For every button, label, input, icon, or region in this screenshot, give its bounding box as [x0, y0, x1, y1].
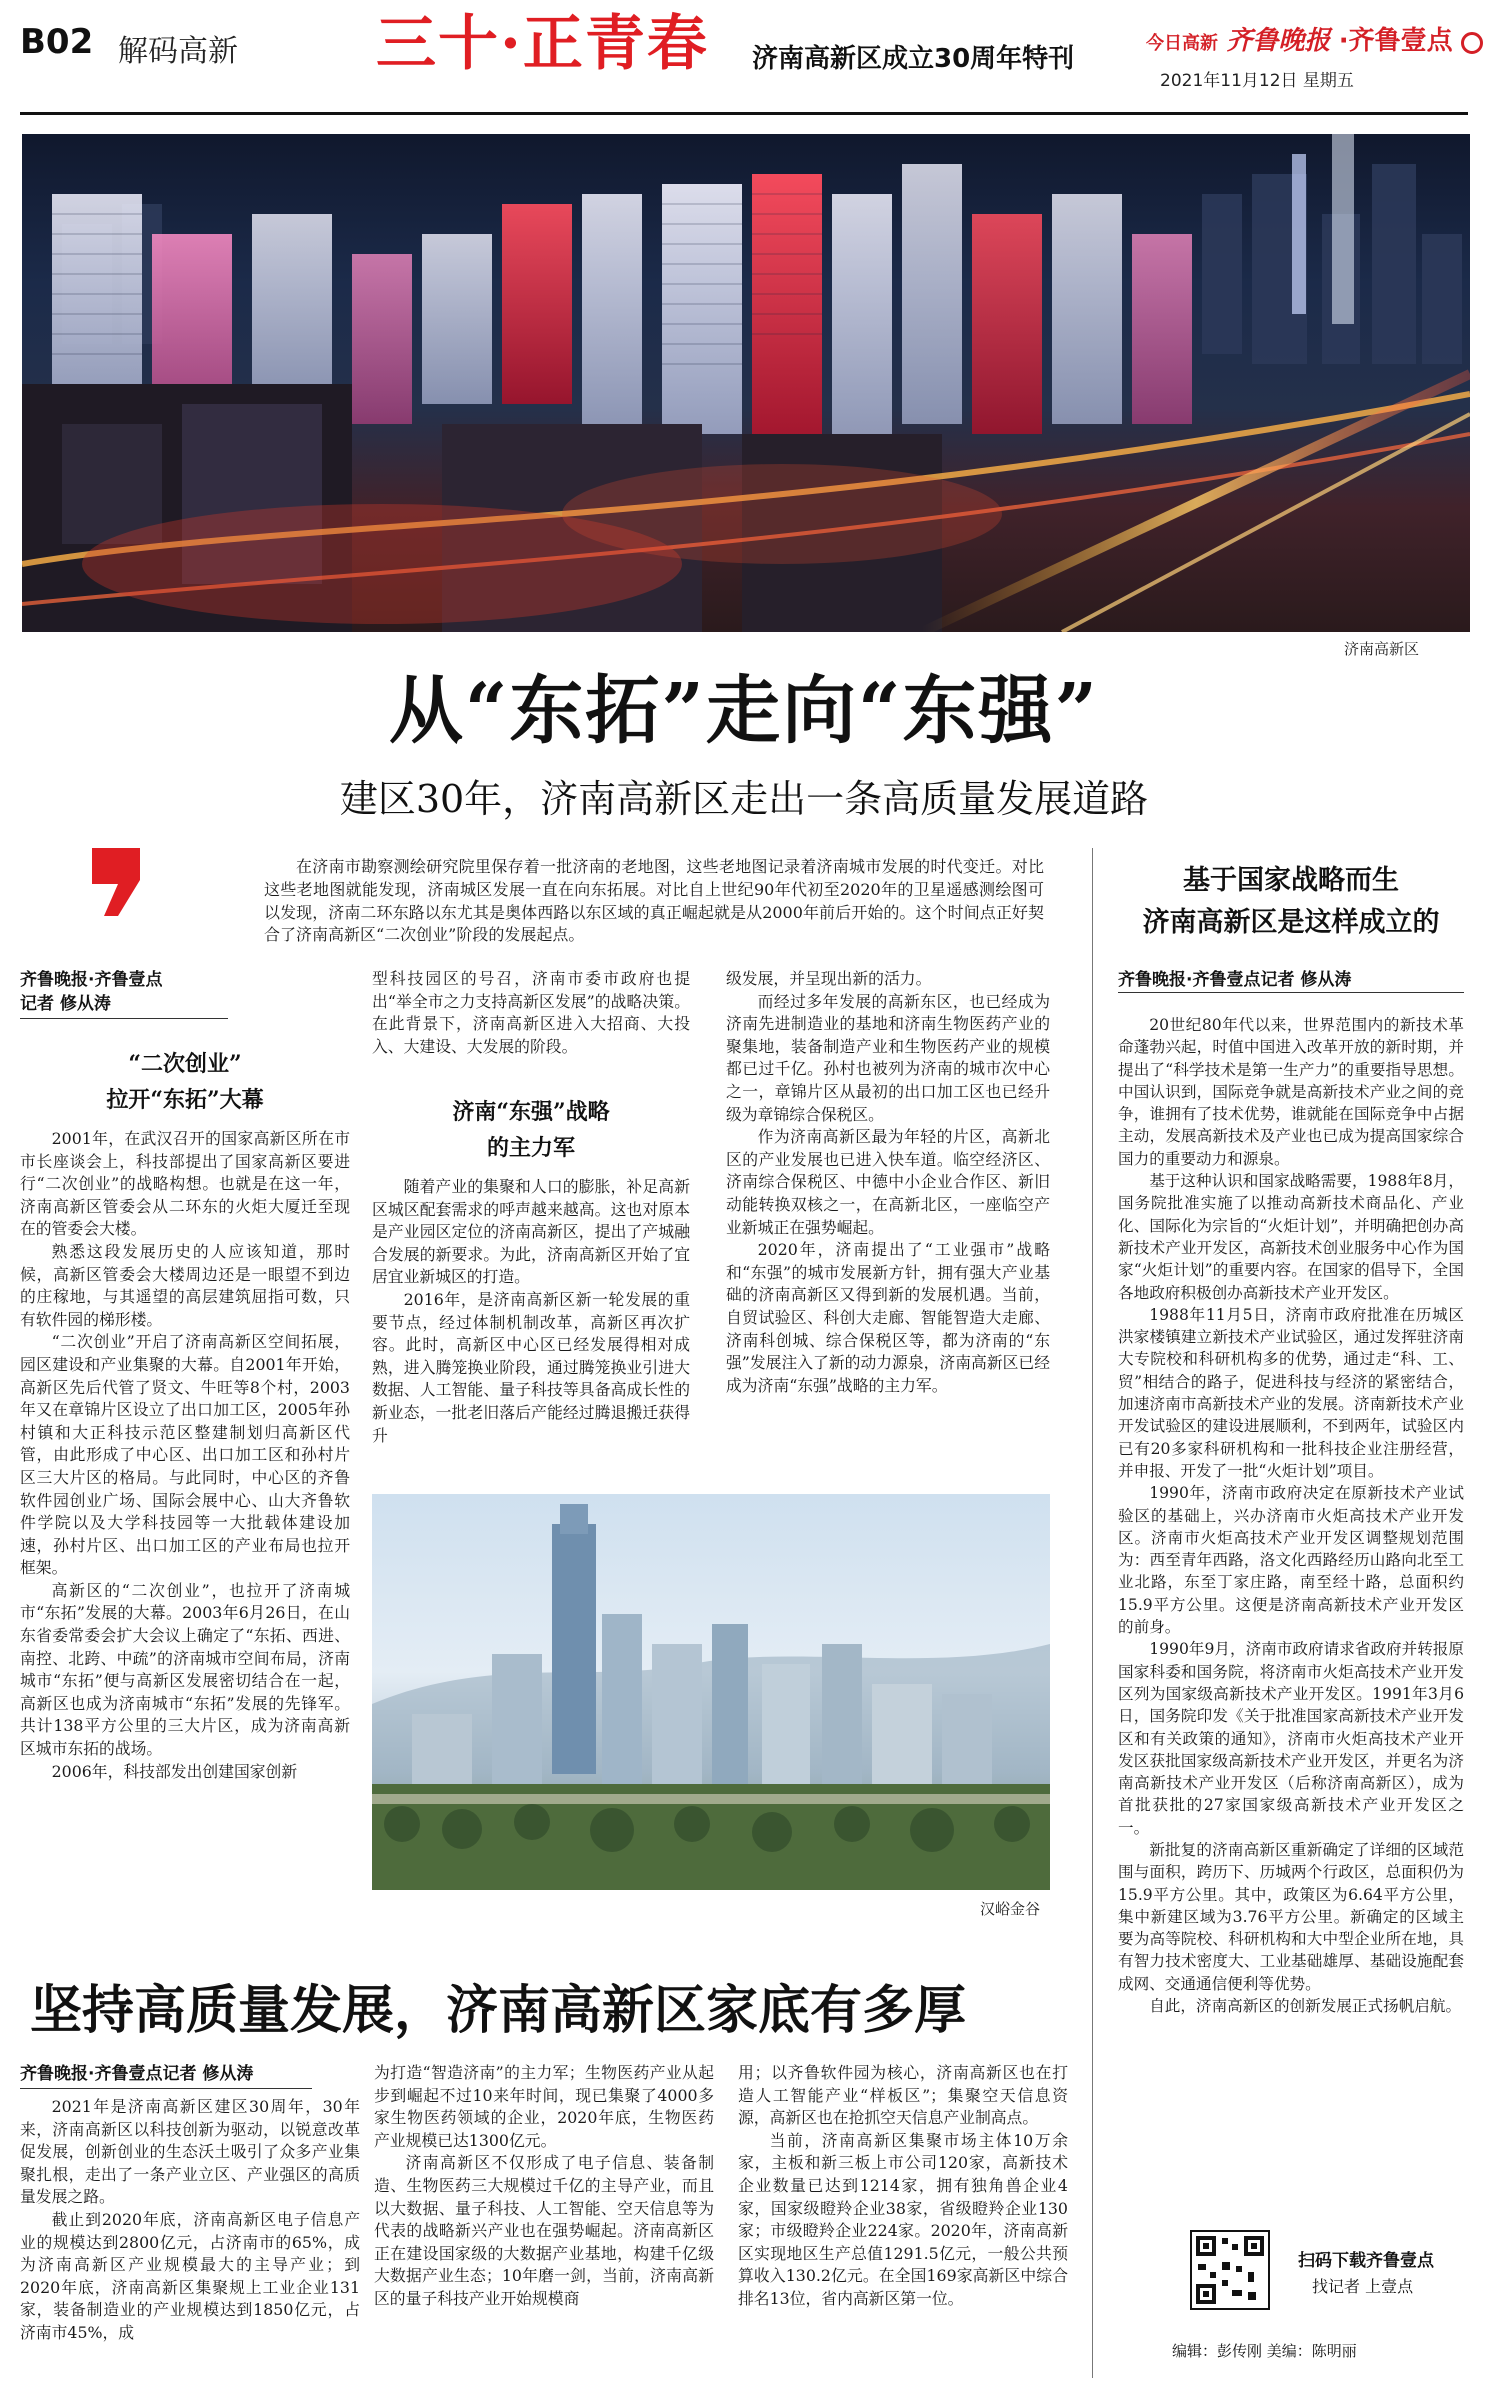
- paragraph: 20世纪80年代以来，世界范围内的新技术革命蓬勃兴起，时值中国进入改革开放的新时期，并提出了“科学技术是第一生产力”的重要指导思想。中国认识到，国际竞争就是高新技术产业之间的竞争，谁拥有了技术优势，谁就能在国际竞争中占据主动，发展高新技术及产业也已成为提高国家综合国力的重要动力和源泉。: [1118, 1016, 1464, 1168]
- photo-hanyu-jingu: [372, 1494, 1050, 1890]
- paragraph: 济南高新区不仅形成了电子信息、装备制造、生物医药三大规模过千亿的主导产业，而且以大数据、量子科技、人工智能、空天信息等为代表的战略新兴产业也在强势崛起。济南高新区正在建设国家级的大数据产业基地，构建千亿级大数据产业生态；10年磨一剑，当前，济南高新区的量子科技产业开始规模商: [374, 2153, 714, 2308]
- paragraph: 1988年11月5日，济南市政府批准在历城区洪家楼镇建立新技术产业试验区，通过发挥驻济南大专院校和科研机构多的优势，通过走“科、工、贸”相结合的路子，促进科技与经济的紧密结合，加速济南市高新技术产业的发展。济南新技术产业开发试验区的建设进展顺利，不到两年，试验区内已有20多家科研机构和一批科技企业注册经营，并申报、开发了一批“火炬计划”项目。: [1118, 1305, 1464, 1480]
- photo2-caption: 汉峪金谷: [980, 1900, 1041, 1918]
- paragraph: 2001年，在武汉召开的国家高新区所在市市长座谈会上，科技部提出了国家高新区要进行“二次创业”的战略构想。也就是在这一年，济南高新区管委会从二环东的火炬大厦迁至现在的管委会大楼。: [20, 1129, 350, 1239]
- bottom-column-1: [20, 2096, 360, 2386]
- hanyu-skyline-illustration: [372, 1494, 1050, 1890]
- paragraph: 截止到2020年底，济南高新区电子信息产业的规模达到2800亿元，占济南市的65%，成为济南高新区产业规模最大的主导产业；到2020年底，济南高新区集聚规上工业企业131家，装备制造业的产业规模达到1850亿元，占济南市45%，成: [20, 2209, 360, 2342]
- main-headline: 从“东拓”走向“东强”: [388, 668, 1100, 754]
- bottom-byline-rule: [20, 2088, 312, 2089]
- bottom-column-2: [374, 2062, 714, 2386]
- bottom-column-3: [738, 2062, 1068, 2386]
- brand-circle-icon: [1461, 32, 1483, 54]
- paragraph: 2021年是济南高新区建区30周年，30年来，济南高新区以科技创新为驱动，以锐意改革促发展，创新创业的生态沃土吸引了众多产业集聚扎根，走出了一条产业立区、产业强区的高质量发展之路。: [20, 2097, 360, 2207]
- header-divider: [20, 112, 1468, 115]
- paragraph: 高新区的“二次创业”，也拉开了济南城市“东拓”发展的大幕。2003年6月26日，在山东省委常委会扩大会议上确定了“东拓、西进、南控、北跨、中疏”的济南城市空间布局，济南城市“东拓”便与高新区发展密切结合在一起，高新区也成为济南城市“东拓”发展的先锋军。共计138平方公里的三大片区，成为济南高新区城市东拓的战场。: [20, 1580, 350, 1759]
- paragraph: 1990年，济南市政府决定在原新技术产业试验区的基础上，兴办济南市火炬高技术产业开发区。济南市火炬高技术产业开发区调整规划范围为：西至青年西路，洛文化西路经历山路向北至工业北路，东至丁家庄路，南至经十路，总面积约15.9平方公里。这便是济南高新技术产业开发区的前身。: [1118, 1484, 1464, 1637]
- paragraph: 随着产业的集聚和人口的膨胀，补足高新区城区配套需求的呼声越来越高。这也对原本是产业园区定位的济南高新区，提出了产城融合发展的新要求。为此，济南高新区开始了宜居宜业新城区的打造。: [372, 1177, 690, 1287]
- side-title-2: 济南高新区是这样成立的: [1142, 907, 1440, 938]
- hero-city-illustration: [22, 134, 1470, 632]
- paragraph: 用；以齐鲁软件园为核心，济南高新区也在打造人工智能产业“样板区”；集聚空天信息资源，高新区也在抢抓空天信息产业制高点。: [738, 2063, 1068, 2128]
- main-column-3: [726, 968, 1050, 1476]
- issue-date: 2021年11月12日 星期五: [1160, 71, 1354, 91]
- paragraph: 级发展，并呈现出新的活力。: [726, 969, 932, 988]
- side-byline-rule: [1118, 992, 1464, 993]
- paragraph: 当前，济南高新区集聚市场主体10万余家，主板和新三板上市公司120家，高新技术企业数量已达到1214家，拥有独角兽企业4家，国家级瞪羚企业38家，省级瞪羚企业130家；市级瞪羚企业224家。2020年，济南高新区实现地区生产总值1291.5亿元，一般公共预算收入130.2亿元。在全国169家高新区中综合排名13位，省内高新区第一位。: [738, 2130, 1068, 2308]
- editor-credit: 编辑：彭传刚 美编：陈明丽: [1172, 2342, 1357, 2360]
- section-heading-1a: “二次创业”: [128, 1051, 242, 1077]
- paragraph: 自此，济南高新区的创新发展正式扬帆启航。: [1149, 1997, 1462, 2016]
- paragraph: 型科技园区的号召，济南市委市政府也提出“举全市之力支持高新区发展”的战略决策。在此背景下，济南高新区进入大招商、大投入、大建设、大发展的阶段。: [372, 969, 690, 1056]
- main-byline-outlet: 齐鲁晚报·齐鲁壹点: [20, 970, 163, 990]
- side-column: [1118, 1014, 1464, 2186]
- brand-logo: [1146, 20, 1483, 57]
- byline-rule: [20, 1018, 228, 1019]
- section-heading-2a: 济南“东强”战略: [452, 1099, 610, 1125]
- column-divider: [1092, 848, 1093, 2378]
- paragraph: 基于这种认识和国家战略需要，1988年8月，国务院批准实施了以推动高新技术商品化、产业化、国际化为宗旨的“火炬计划”，并明确把创办高新技术产业开发区，高新技术创业服务中心作为国家“火炬计划”的重要内容。在国家的倡导下，全国各地政府积极创办高新技术产业开发区。: [1118, 1172, 1464, 1302]
- paragraph: 2006年，科技部发出创建国家创新: [51, 1761, 298, 1781]
- page-number: B02: [20, 22, 94, 62]
- hero-caption: 济南高新区: [1344, 640, 1420, 658]
- main-column-2-top: [372, 968, 690, 1084]
- paragraph: 新批复的济南高新区重新确定了详细的区域范围与面积，跨历下、历城两个行政区，总面积仍为15.9平方公里。其中，政策区为6.64平方公里，集中新建区域为3.76平方公里。新确定的区域主要为高等院校、科研机构和大中型企业所在地，具有智力技术密度大、工业基础雄厚、基础设施配套成网、交通通信便利等优势。: [1118, 1840, 1464, 1993]
- brand-right: ·齐鲁壹点: [1338, 26, 1453, 56]
- qr-subtitle: 找记者 上壹点: [1312, 2277, 1414, 2296]
- main-column-1: [20, 1128, 350, 1908]
- bottom-byline: 齐鲁晚报·齐鲁壹点记者 修从涛: [20, 2064, 254, 2084]
- section-heading-2b: 的主力军: [486, 1135, 575, 1161]
- paragraph: 为打造“智造济南”的主力军；生物医药产业从起步到崛起不过10来年时间，现已集聚了4000多家生物医药领域的企业，2020年底，生物医药产业规模已达1300亿元。: [374, 2063, 714, 2150]
- red-quote-mark-icon: [84, 844, 148, 920]
- paragraph: 而经过多年发展的高新东区，也已经成为济南先进制造业的基地和济南生物医药产业的聚集地，装备制造产业和生物医药产业的规模都已过千亿。孙村也被列为济南的城市次中心之一，章锦片区从最初的出口加工区也已经升级为章锦综合保税区。: [726, 991, 1050, 1124]
- paragraph: 作为济南高新区最为年轻的片区，高新北区的产业发展也已进入快车道。临空经济区、济南综合保税区、中德中小企业合作区、新旧动能转换双核之一，在高新北区，一座临空产业新城正在强势崛起。: [726, 1127, 1050, 1237]
- paragraph: 2020年，济南提出了“工业强市”战略和“东强”的城市发展新方针，拥有强大产业基础的济南高新区又得到新的发展机遇。当前，自贸试验区、科创大走廊、智能智造大走廊、济南科创城、综合保税区等，都为济南的“东强”发展注入了新的动力源泉，济南高新区已经成为济南“东强”战略的主力军。: [726, 1240, 1050, 1395]
- paragraph: 2016年，是济南高新区新一轮发展的重要节点，经过体制机制改革，高新区再次扩容。此时，高新区中心区已经发展得相对成熟，进入腾笼换业阶段，通过腾笼换业引进大数据、人工智能、量子科技等具备高成长性的新业态，一批老旧落后产能经过腾退搬迁获得升: [372, 1289, 690, 1445]
- special-issue-title: 济南高新区成立30周年特刊: [752, 44, 1075, 74]
- brand-mid: 齐鲁晚报: [1226, 26, 1331, 56]
- sub-headline: 建区30年，济南高新区走出一条高质量发展道路: [339, 777, 1149, 821]
- paragraph: “二次创业”开启了济南高新区空间拓展，园区建设和产业集聚的大幕。自2001年开始，高新区先后代管了贤文、牛旺等8个村，2003年又在章锦片区设立了出口加工区，2005年孙村镇和大正科技示范区整建制划归高新区代管，由此形成了中心区、出口加工区和孙村片区三大片区的格局。与此同时，中心区的齐鲁软件园创业广场、国际会展中心、山大齐鲁软件学院以及大学科技园等一大批载体建设加速，孙村片区、出口加工区的产业布局也拉开框架。: [20, 1332, 350, 1578]
- side-byline: 齐鲁晚报·齐鲁壹点记者 修从涛: [1118, 970, 1352, 990]
- qr-pattern-icon: [1192, 2232, 1268, 2308]
- paragraph: 熟悉这段发展历史的人应该知道，那时候，高新区管委会大楼周边还是一眼望不到边的庄稼地，与其遥望的高层建筑屈指可数，只有软件园的梯形楼。: [20, 1241, 350, 1329]
- section-heading-1b: 拉开“东拓”大幕: [106, 1087, 264, 1113]
- qr-code-icon[interactable]: [1190, 2230, 1270, 2310]
- main-column-2-bottom: [372, 1176, 690, 1476]
- intro-paragraph: 在济南市勘察测绘研究院里保存着一批济南的老地图，这些老地图记录着济南城市发展的时代变迁。对比这些老地图就能发现，济南城区发展一直在向东拓展。对比自上世纪90年代初至2020年的卫星遥感测绘图可以发现，济南二环东路以东尤其是奥体西路以东区域的真正崛起就是从2000年前后开始的。这个时间点正好契合了济南高新区“二次创业”阶段的发展起点。: [264, 857, 1044, 945]
- bottom-headline: 坚持高质量发展，济南高新区家底有多厚: [30, 1980, 967, 2041]
- section-name: 解码高新: [118, 34, 238, 69]
- paragraph: 1990年9月，济南市政府请求省政府并转报原国家科委和国务院，将济南市火炬高技术产业开发区列为国家级高新技术产业开发区。1991年3月6日，国务院印发《关于批准国家高新技术产业开发区和有关政策的通知》，济南市火炬高技术产业开发区获批国家级高新技术产业开发区，并更名为济南高新技术产业开发区（后称济南高新区），成为首批获批的27家国家级高新技术产业开发区之一。: [1118, 1640, 1464, 1837]
- main-byline-reporter: 记者 修从涛: [20, 994, 111, 1014]
- side-title-1: 基于国家战略而生: [1183, 865, 1399, 896]
- banner-title: 三十·正青春: [376, 9, 709, 79]
- hero-photo-night-city: [22, 134, 1470, 632]
- qr-title: 扫码下载齐鲁壹点: [1298, 2251, 1434, 2271]
- brand-left: 今日高新: [1146, 33, 1218, 54]
